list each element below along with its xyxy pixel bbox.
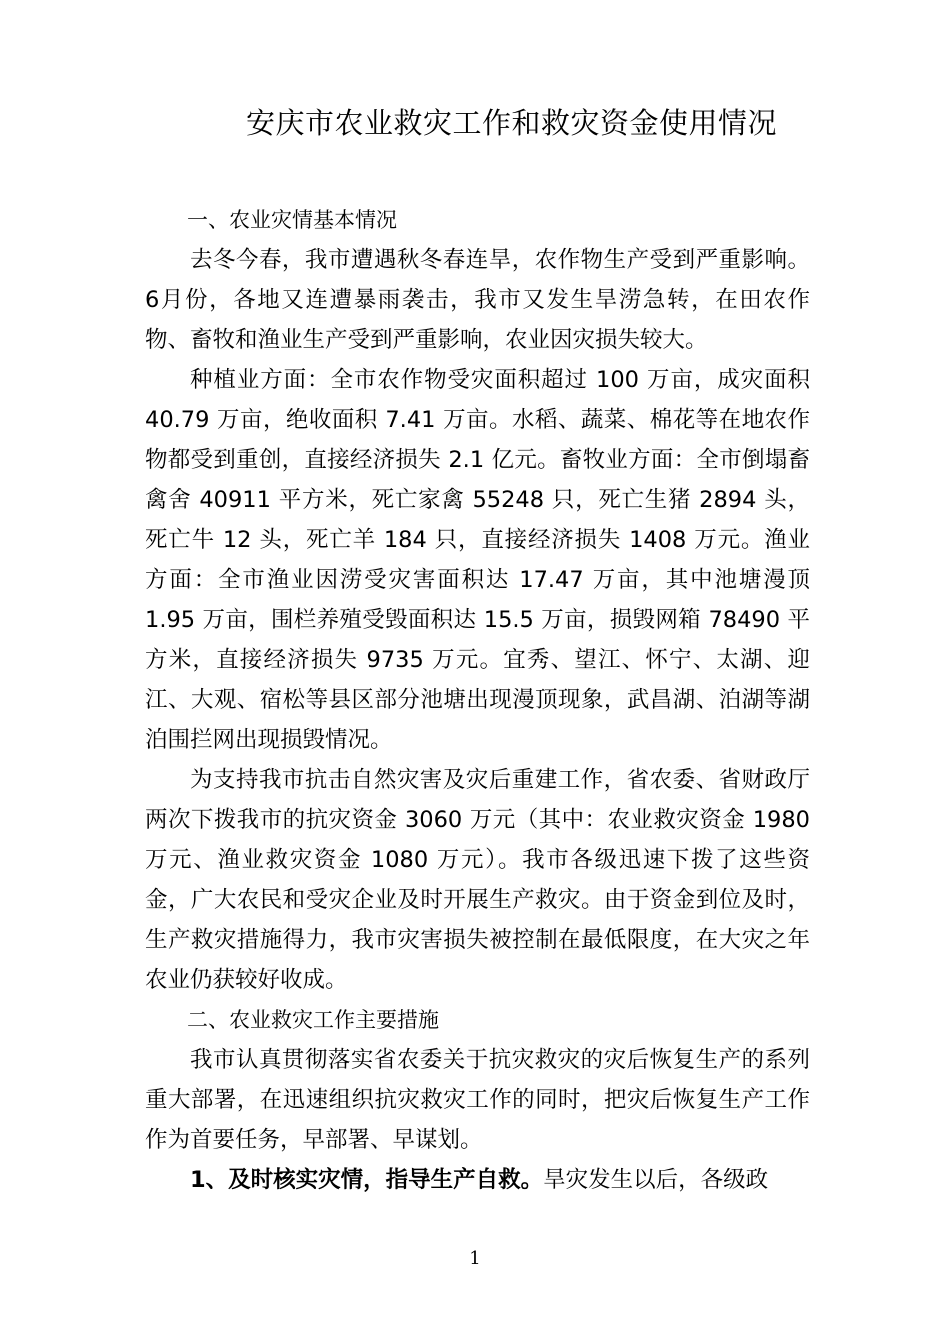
measure-1-heading: 1、及时核实灾情，指导生产自救。: [190, 1167, 544, 1193]
paragraph-relief-funds: 为支持我市抗击自然灾害及灾后重建工作，省农委、省财政厅两次下拨我市的抗灾资金 3060 万元（其中：农业救灾资金 1980 万元、渔业救灾资金 1080 万元）。我市各级迅速下拨了这些资金，广大农民和受灾企业及时开展生产救灾。由于资金到位及时，生产救灾措施得力，我市灾害损失被控制在最低限度，在大灾之年农业仍获较好收成。: [145, 767, 810, 993]
document-title: 安庆市农业救灾工作和救灾资金使用情况: [246, 106, 778, 140]
paragraph-measures-intro: 我市认真贯彻落实省农委关于抗灾救灾的灾后恢复生产的系列重大部署，在迅速组织抗灾救灾工作的同时，把灾后恢复生产工作作为首要任务，早部署、早谋划。: [145, 1047, 810, 1153]
section-heading-2: 二、农业救灾工作主要措施: [187, 1008, 439, 1032]
paragraph-disaster-overview: 去冬今春，我市遭遇秋冬春连旱，农作物生产受到严重影响。6月份，各地又连遭暴雨袭击，我市又发生旱涝急转，在田农作物、畜牧和渔业生产受到严重影响，农业因灾损失较大。: [145, 247, 810, 353]
section-heading-1: 一、农业灾情基本情况: [187, 208, 397, 232]
paragraph-losses: 种植业方面：全市农作物受灾面积超过 100 万亩，成灾面积 40.79 万亩，绝收面积 7.41 万亩。水稻、蔬菜、棉花等在地农作物都受到重创，直接经济损失 2.1 亿元。畜牧业方面：全市倒塌畜禽舍 40911 平方米，死亡家禽 55248 只，死亡生猪 2894 头，死亡牛 12 头，死亡羊 184 只，直接经济损失 1408 万元。渔业方面：全市渔业因涝受灾害面积达 17.47 万亩，其中池塘漫顶 1.95 万亩，围栏养殖受毁面积达 15.5 万亩，损毁网箱 78490 平方米，直接经济损失 9735 万元。宜秀、望江、怀宁、太湖、迎江、大观、宿松等县区部分池塘出现漫顶现象，武昌湖、泊湖等湖泊围拦网出现损毁情况。: [145, 367, 810, 753]
page-number: 1: [469, 1248, 481, 1269]
document-body: [145, 200, 810, 1200]
measure-1-text: 旱灾发生以后，各级政: [543, 1167, 769, 1193]
paragraph-measure-1: [145, 1160, 810, 1200]
